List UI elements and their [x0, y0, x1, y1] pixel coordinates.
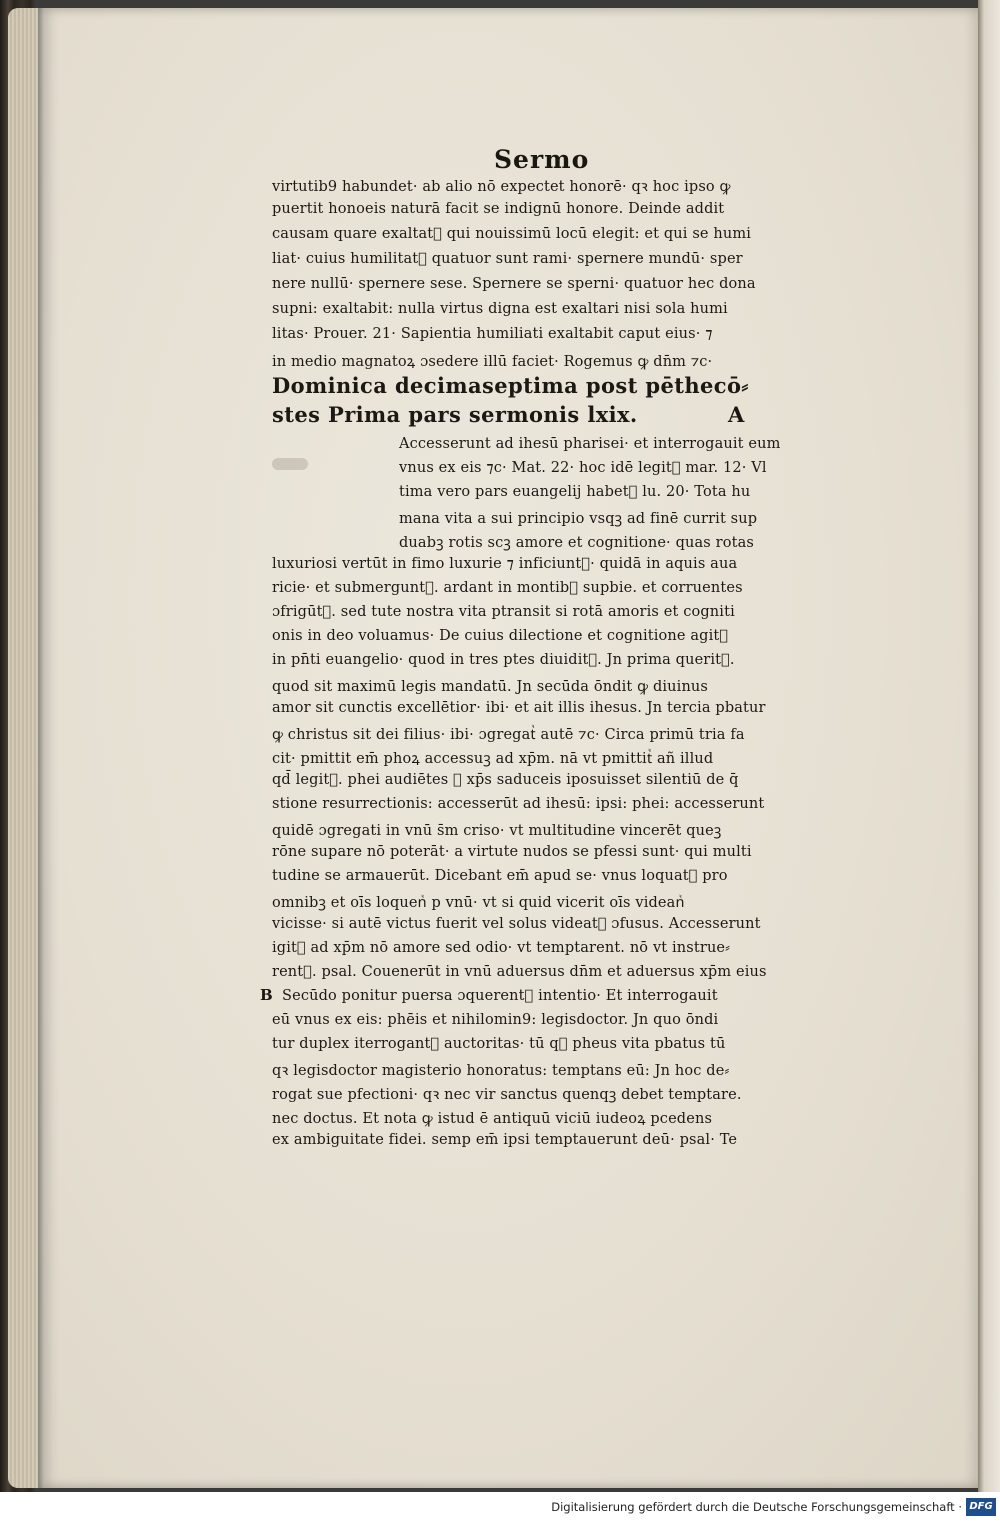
section-title: stes Prima pars sermonis lxix.: [272, 402, 638, 427]
text-line: onis in deo voluamus· De cuius dilectione et cognitione agitᷣ: [272, 628, 729, 644]
text-line: luxuriosi vertūt in fimo luxurie ⁊ inficiuntᷣ· quidā in aquis aua: [272, 556, 738, 572]
text-line: rogat sue pfectioni· qꝛ nec vir sanctus quenqꝫ debet temptare.: [272, 1087, 742, 1103]
text-line: amor sit cunctis excellētior· ibi· et ait illis ihesus. Jn tercia pbatur: [272, 700, 766, 716]
text-line: litas· Prouer. 21· Sapientia humiliati exaltabit caput eius· ⁊: [272, 326, 713, 342]
text-line: tudine se armauerūt. Dicebant em̄ apud se· vnus loquatᷣ pro: [272, 868, 728, 884]
text-line: virtutib9 habundet· ab alio nō expectet honorē· qꝛ hoc ipso ꝙ: [272, 179, 731, 195]
text-line: tima vero pars euangelij habetᷣ lu. 20· Tota hu: [399, 484, 751, 500]
text-line: qꝛ legisdoctor magisterio honoratus: temptans eū: Jn hoc de⸗: [272, 1063, 730, 1079]
text-line: tur duplex iterrogantᷣ auctoritas· tū qꝛ pheus vita pbatus tū: [272, 1036, 726, 1052]
text-line: nere nullū· spernere sese. Spernere se sperni· quatuor hec dona: [272, 276, 756, 292]
text-line: Accesserunt ad ihesū pharisei· et interrogauit eum: [399, 436, 781, 452]
text-line: igitᷣ ad xp̄m nō amore sed odio· vt temptarent. nō vt instrue⸗: [272, 940, 731, 956]
text-line: quidē ɔgregati in vnū s̄m criso· vt multitudine vincerēt queꝫ: [272, 823, 722, 839]
text-line: nec doctus. Et nota ꝙ istud ē antiquū viciū iudeoꝝ pcedens: [272, 1111, 713, 1127]
text-line: eū vnus ex eis: phēis et nihilomin9: legisdoctor. Jn quo ōndi: [272, 1012, 719, 1028]
text-line: rōne supare nō poterāt· a virtute nudos se pfessi sunt· qui multi: [272, 844, 752, 860]
text-line: qd̄ legitᷣ. phei audiētes ꝙ xp̄s saduceis iposuisset silentiū de q̄: [272, 772, 739, 788]
text-line: duabꝫ rotis scꝫ amore et cognitione· quas rotas: [399, 535, 754, 551]
text-line: rentᷣ. psal. Couenerūt in vnū aduersus dn̄m et aduersus xp̄m eius: [272, 964, 767, 980]
text-line: omnibꝫ et oīs loquenᷣ p vnū· vt si quid vicerit oīs videanᷣ: [272, 895, 685, 911]
text-line: mana vita a sui principio vsqꝫ ad finē currit sup: [399, 511, 758, 527]
text-line: Secūdo ponitur puersa ɔquerentᷣ intentio· Et interrogauit: [282, 988, 718, 1004]
text-line: in medio magnatoꝝ ɔsedere illū faciet· Rogemus ꝙ dn̄m ⁊c·: [272, 354, 713, 370]
text-line: cit· pmittit em̄ phoꝝ accessuꝫ ad xp̄m. nā vt pmittitᷣ añ illud: [272, 751, 714, 767]
text-line: liat· cuius humilitatᷣ quatuor sunt rami· spernere mundū· sper: [272, 251, 743, 267]
text-line: supni: exaltabit: nulla virtus digna est exaltari nisi sola humi: [272, 301, 728, 317]
text-line: ꝙ christus sit dei filius· ibi· ɔgregatᷣ autē ⁊c· Circa primū tria fa: [272, 727, 745, 743]
text-line: ricie· et submerguntᷣ. ardant in montibꝫ supbie. et corruentes: [272, 580, 743, 596]
ink-smudge: [272, 458, 308, 470]
text-line: ex ambiguitate fidei. semp em̄ ipsi temptauerunt deū· psal· Te: [272, 1132, 738, 1148]
text-line: vicisse· si autē victus fuerit vel solus videatᷣ ɔfusus. Accesserunt: [272, 916, 761, 932]
text-line: stione resurrectionis: accesserūt ad ihesū: ipsi: phei: accesserunt: [272, 796, 765, 812]
paragraph-marker-a: A: [728, 402, 745, 427]
gutter-shadow: [38, 8, 44, 1488]
text-line: in pn̄ti euangelio· quod in tres ptes diuiditᷣ. Jn prima queritᷣ.: [272, 652, 735, 668]
text-line: vnus ex eis ⁊c· Mat. 22· hoc idē legitᷣ mar. 12· Vl: [399, 460, 767, 476]
text-line: quod sit maximū legis mandatū. Jn secūda ōndit ꝙ diuinus: [272, 679, 709, 695]
page-stack-edges: [8, 8, 40, 1488]
section-title: Dominica decimaseptima post pēthecō⸗: [272, 373, 749, 398]
dfg-logo-icon: DFG: [966, 1498, 996, 1516]
funding-credit: Digitalisierung gefördert durch die Deutsche Forschungsgemeinschaft ·: [551, 1500, 962, 1514]
footer-bar: [0, 1492, 1000, 1523]
text-line: puertit honoeis naturā facit se indignū honore. Deinde addit: [272, 201, 725, 217]
facing-page-edge: [978, 0, 1000, 1492]
running-head: Sermo: [494, 145, 590, 174]
paragraph-marker-b: B: [260, 986, 273, 1004]
text-line: causam quare exaltatᷣ qui nouissimū locū elegit: et qui se humi: [272, 226, 752, 242]
text-line: ɔfrigūtᷣ. sed tute nostra vita ptransit si rotā amoris et cogniti: [272, 604, 735, 620]
